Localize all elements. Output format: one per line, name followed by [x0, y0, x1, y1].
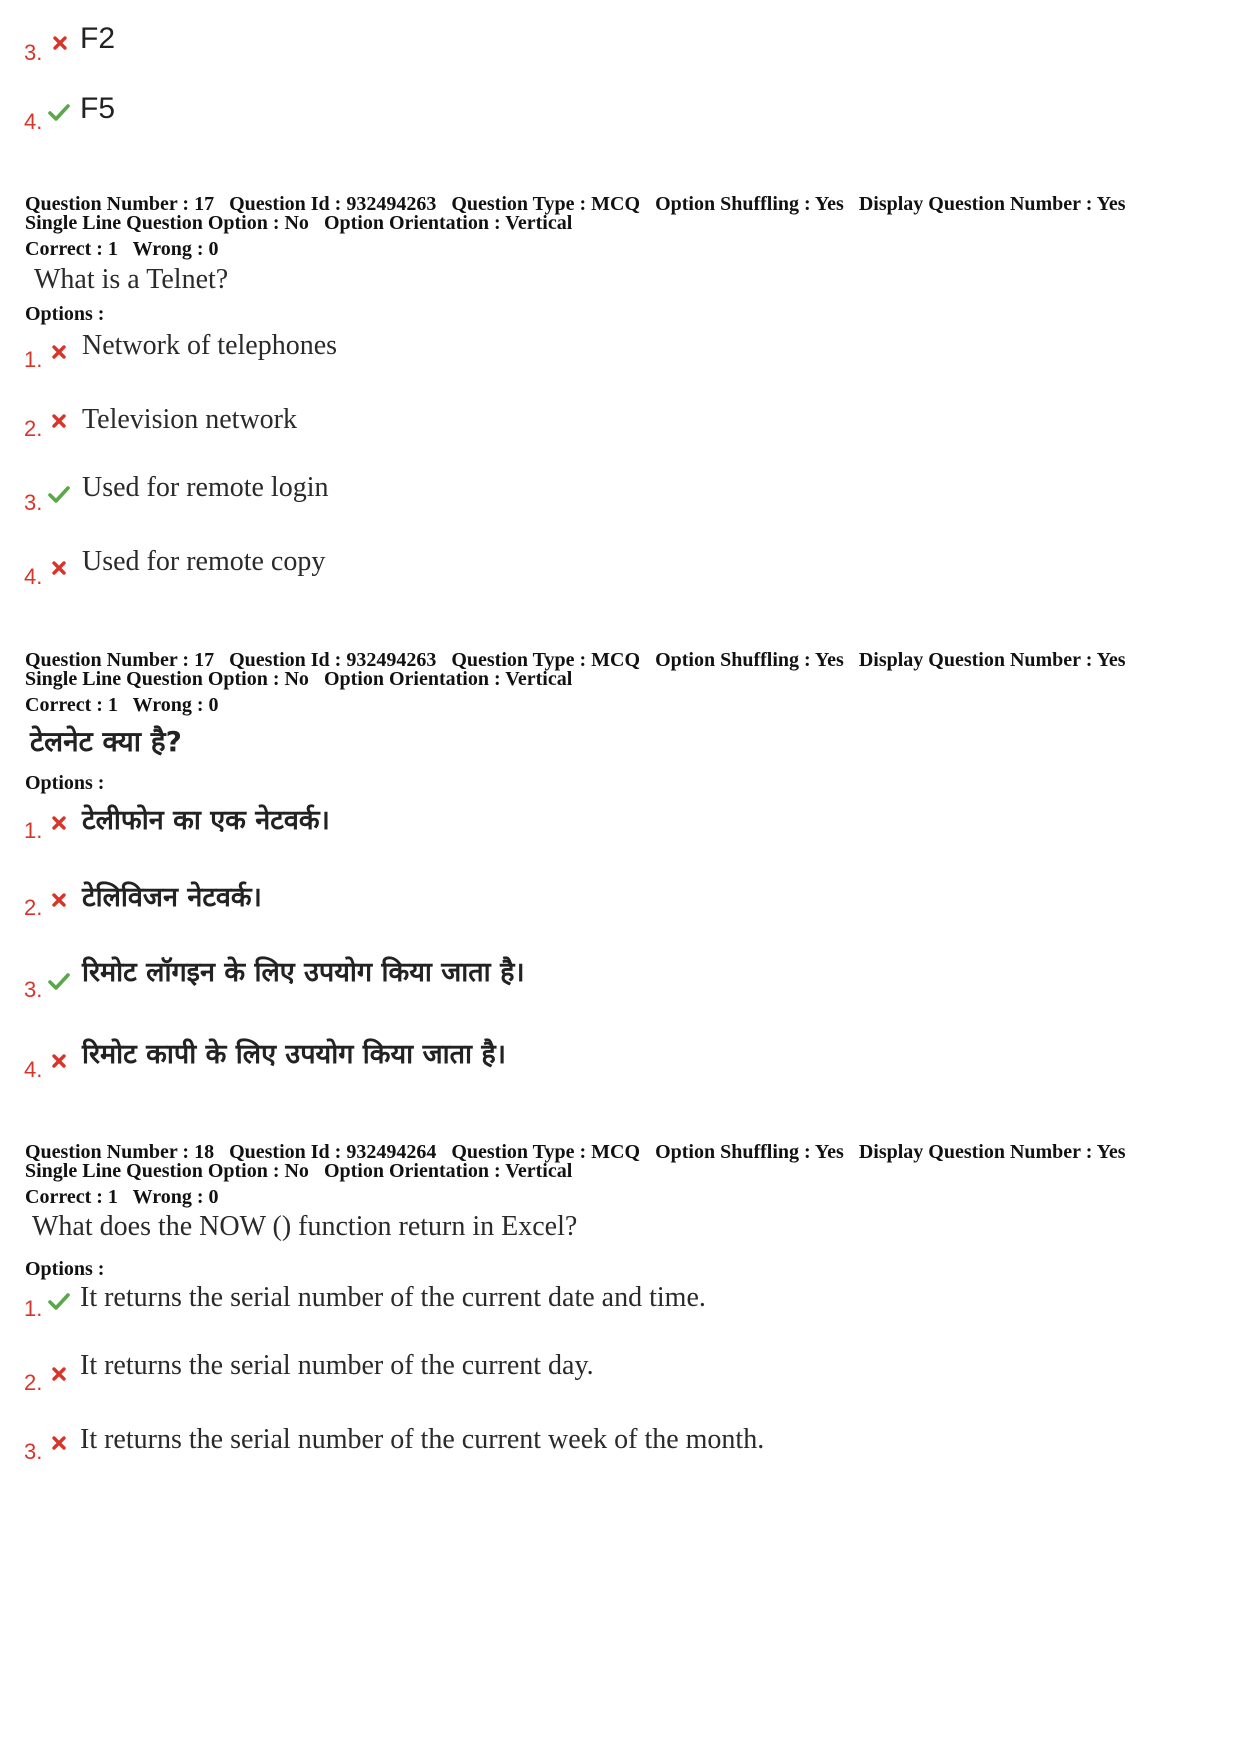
correct-marks: Correct : 1 [25, 1186, 118, 1208]
question-type: Question Type : MCQ [451, 649, 641, 671]
check-icon [48, 103, 70, 121]
question-number: Question Number : 18 [25, 1141, 215, 1163]
marks-line [25, 1187, 219, 1208]
question-meta-line-2 [25, 1161, 572, 1182]
correct-marks: Correct : 1 [25, 238, 118, 260]
option-orientation: Option Orientation : Vertical [323, 212, 573, 234]
question-meta-line-2 [25, 213, 572, 234]
marks-line [25, 239, 219, 260]
option-text: Network of telephones [82, 330, 338, 361]
option-text: Used for remote copy [82, 546, 326, 577]
option-text: It returns the serial number of the current day. [80, 1350, 594, 1381]
option-orientation: Option Orientation : Vertical [323, 1160, 573, 1182]
option-number: 4. [24, 109, 43, 134]
option-shuffling: Option Shuffling : Yes [655, 649, 844, 671]
option-number: 1. [24, 347, 43, 372]
check-icon [48, 972, 70, 990]
check-icon [48, 1292, 70, 1310]
option-number: 3. [24, 40, 43, 65]
option-text: It returns the serial number of the current date and time. [80, 1282, 706, 1313]
option-text: रिमोट लॉगइन के लिए उपयोग किया जाता है। [82, 957, 525, 988]
options-label: Options : [25, 772, 105, 794]
options-label: Options : [25, 303, 105, 325]
option-text: It returns the serial number of the current week of the month. [80, 1424, 765, 1455]
option-shuffling: Option Shuffling : Yes [655, 1141, 844, 1163]
question-text: टेलनेट क्या है? [30, 725, 182, 758]
question-id: Question Id : 932494263 [229, 649, 437, 671]
display-question-number: Display Question Number : Yes [858, 193, 1126, 215]
option-number: 1. [24, 818, 43, 843]
option-number: 2. [24, 416, 43, 441]
display-question-number: Display Question Number : Yes [858, 1141, 1126, 1163]
option-text: F2 [80, 22, 116, 55]
option-number: 2. [24, 895, 43, 920]
marks-line [25, 695, 219, 716]
single-line-option: Single Line Question Option : No [25, 212, 309, 234]
question-number: Question Number : 17 [25, 649, 215, 671]
cross-icon [52, 561, 66, 575]
option-text: रिमोट कापी के लिए उपयोग किया जाता है। [82, 1039, 506, 1070]
option-number: 2. [24, 1370, 43, 1395]
option-text: टेलिविजन नेटवर्क। [82, 882, 262, 913]
option-orientation: Option Orientation : Vertical [323, 668, 573, 690]
question-number: Question Number : 17 [25, 193, 215, 215]
wrong-marks: Wrong : 0 [132, 238, 219, 260]
option-text: F5 [80, 92, 116, 125]
option-number: 4. [24, 564, 43, 589]
question-id: Question Id : 932494263 [229, 193, 437, 215]
cross-icon [52, 1054, 66, 1068]
cross-icon [52, 893, 66, 907]
question-text: What is a Telnet? [34, 264, 229, 295]
single-line-option: Single Line Question Option : No [25, 668, 309, 690]
correct-marks: Correct : 1 [25, 694, 118, 716]
option-text: Used for remote login [82, 472, 329, 503]
question-type: Question Type : MCQ [451, 193, 641, 215]
cross-icon [52, 345, 66, 359]
option-shuffling: Option Shuffling : Yes [655, 193, 844, 215]
wrong-marks: Wrong : 0 [132, 694, 219, 716]
cross-icon [52, 1436, 66, 1450]
question-type: Question Type : MCQ [451, 1141, 641, 1163]
cross-icon [52, 1367, 66, 1381]
question-text: What does the NOW () function return in Excel? [32, 1211, 578, 1242]
check-icon [48, 485, 70, 503]
cross-icon [52, 414, 66, 428]
option-number: 3. [24, 977, 43, 1002]
option-number: 4. [24, 1057, 43, 1082]
single-line-option: Single Line Question Option : No [25, 1160, 309, 1182]
options-label: Options : [25, 1258, 105, 1280]
cross-icon [53, 36, 67, 50]
question-meta-line-2 [25, 669, 572, 690]
wrong-marks: Wrong : 0 [132, 1186, 219, 1208]
option-number: 3. [24, 490, 43, 515]
option-number: 1. [24, 1296, 43, 1321]
option-text: टेलीफोन का एक नेटवर्क। [82, 805, 330, 836]
cross-icon [52, 816, 66, 830]
display-question-number: Display Question Number : Yes [858, 649, 1126, 671]
option-text: Television network [82, 404, 297, 435]
option-number: 3. [24, 1439, 43, 1464]
question-id: Question Id : 932494264 [229, 1141, 437, 1163]
